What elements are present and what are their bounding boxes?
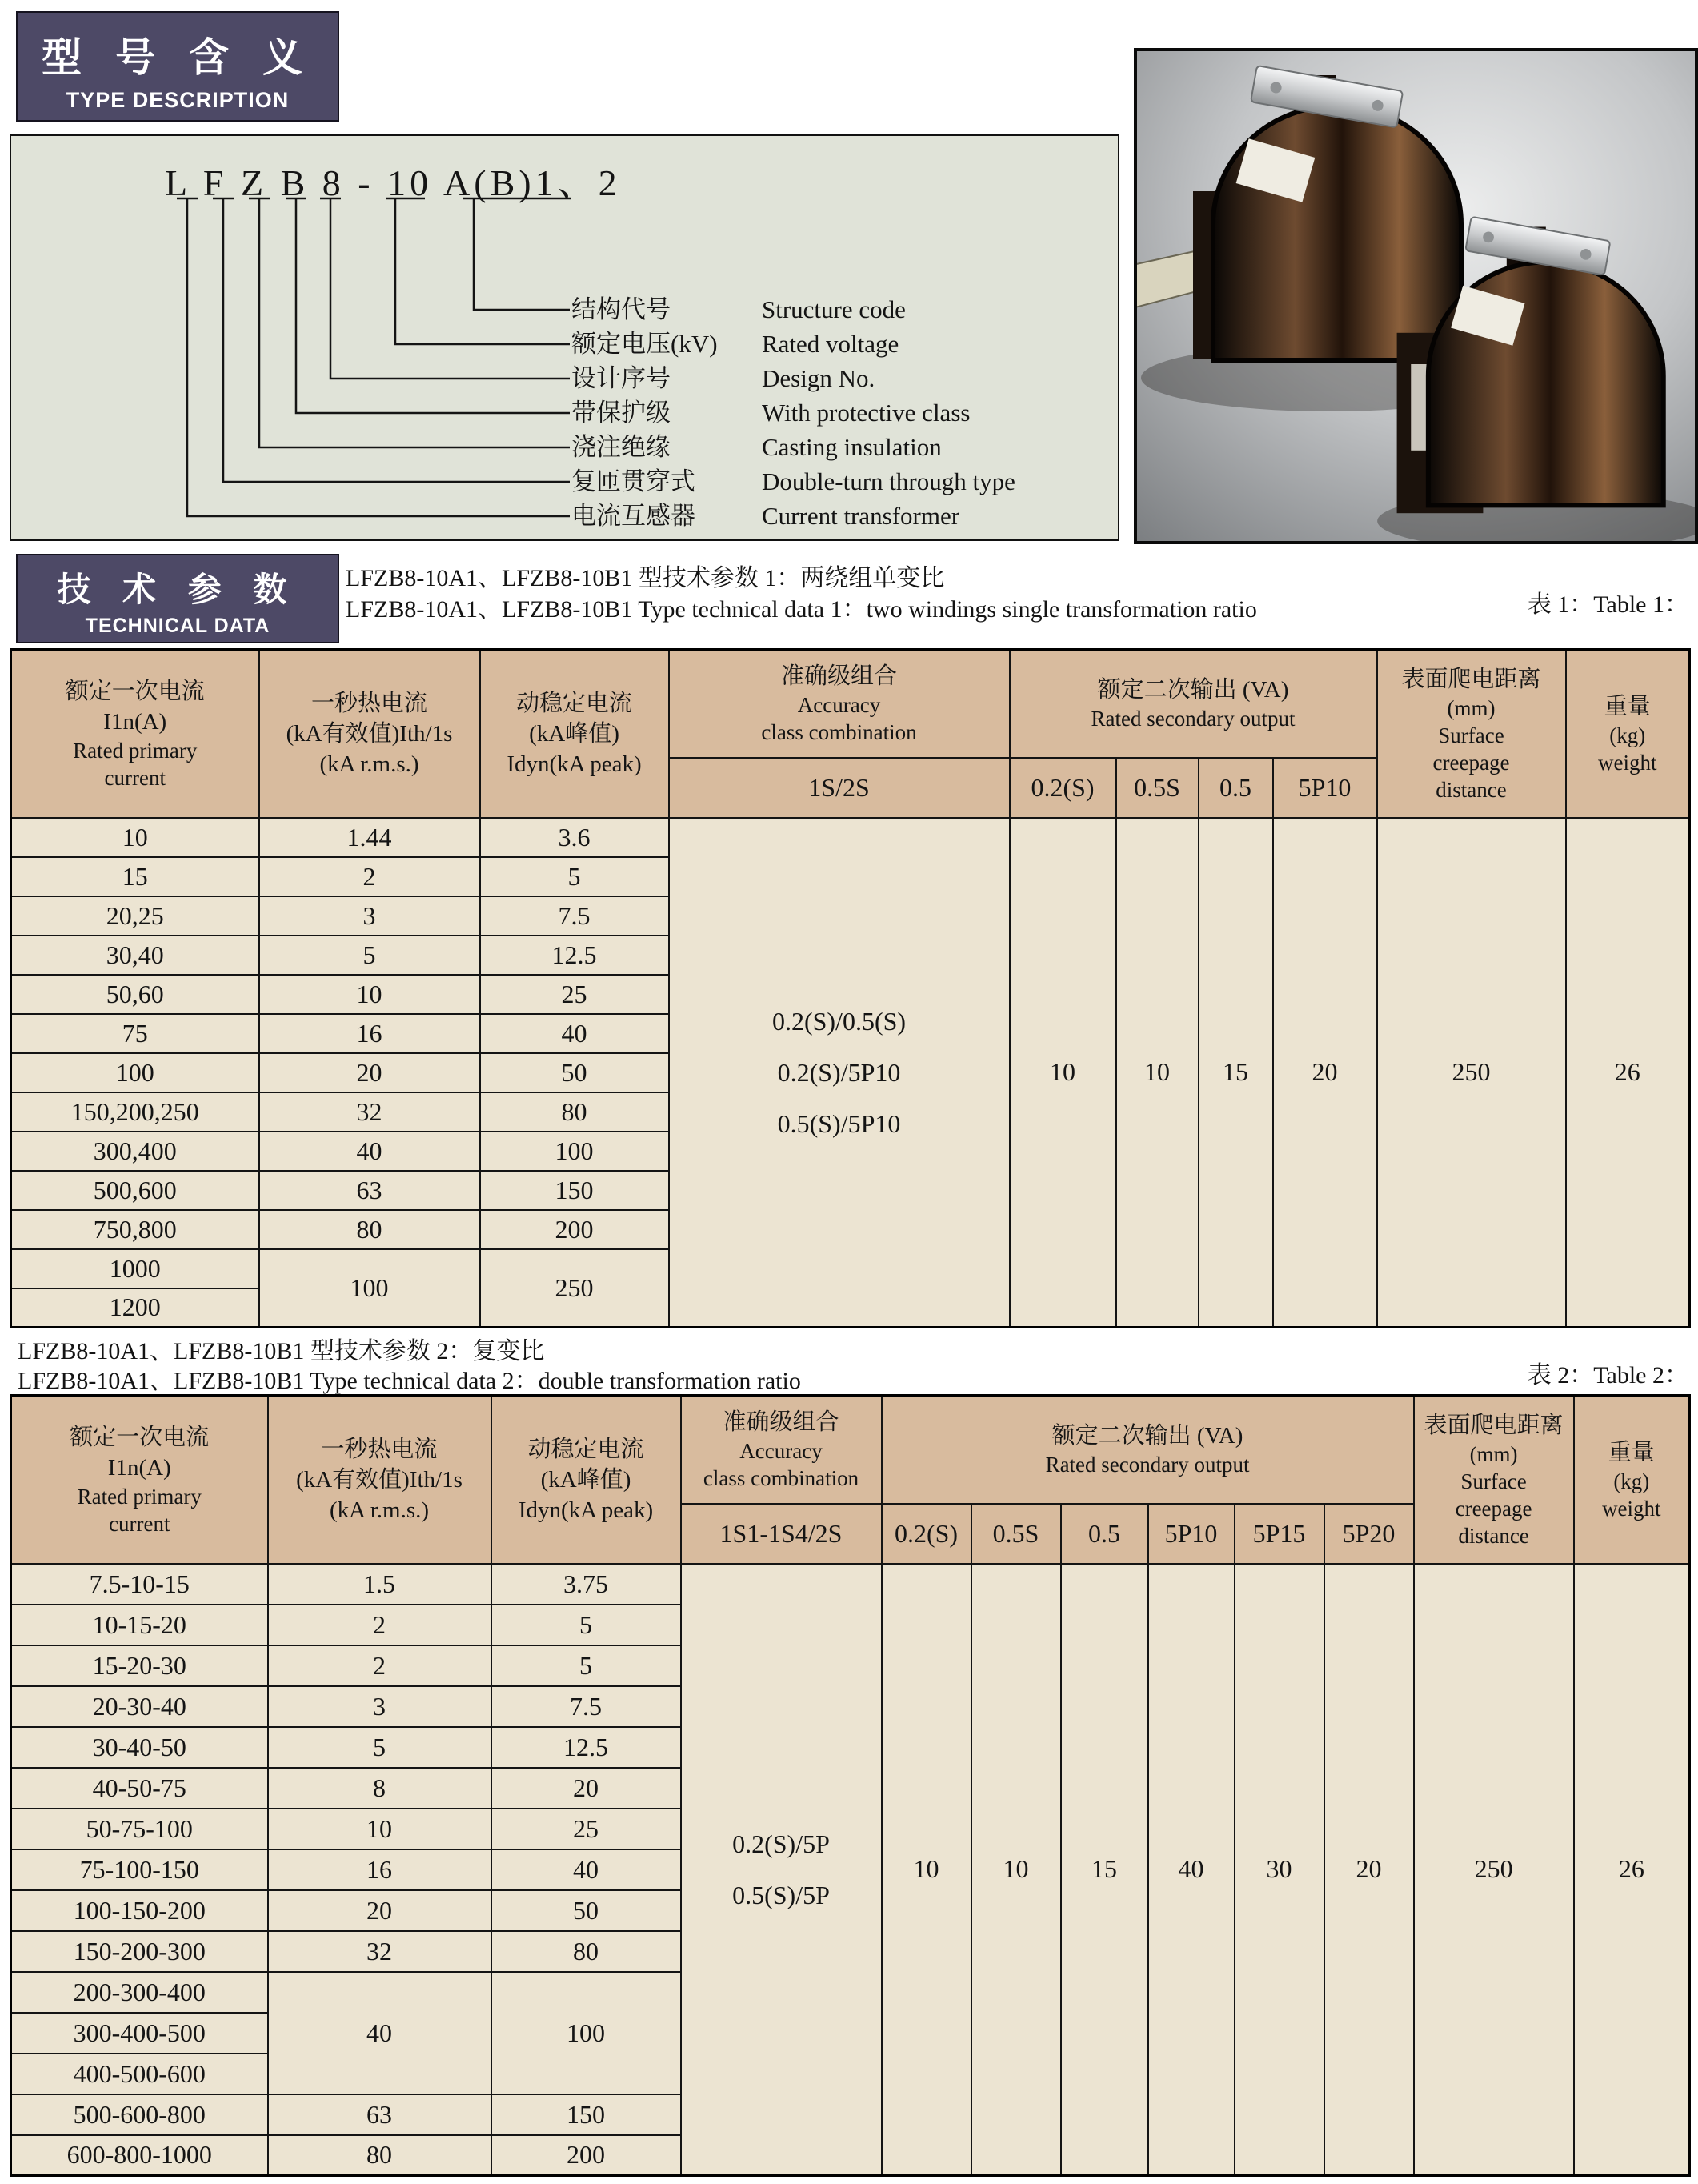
technical-data-badge <box>16 554 339 643</box>
table-row <box>11 818 1690 857</box>
transformer-illustration <box>1137 51 1695 541</box>
type-description-badge <box>16 11 339 122</box>
cell-thermal-current: 80 <box>259 1210 480 1249</box>
cell-dynamic-current: 40 <box>480 1014 669 1053</box>
cell-thermal-current: 1.5 <box>268 1564 491 1605</box>
cell-primary-current: 400-500-600 <box>11 2054 268 2094</box>
th-rated-secondary-output: 额定二次输出 (VA) Rated secondary output <box>882 1396 1414 1504</box>
cell-primary-current: 15 <box>11 857 259 896</box>
cell-primary-current: 1200 <box>11 1288 259 1328</box>
th-accuracy-sub: 1S1-1S4/2S <box>681 1504 882 1564</box>
cell-accuracy-combination <box>681 1564 882 2176</box>
cell-primary-current: 75-100-150 <box>11 1849 268 1890</box>
cell-dynamic-current: 20 <box>491 1768 681 1809</box>
product-photo <box>1134 48 1698 544</box>
cell-thermal-current: 80 <box>268 2135 491 2176</box>
cell-primary-current: 750,800 <box>11 1210 259 1249</box>
type-code: L F Z B 8 - 10 A(B)1、2 <box>165 162 621 203</box>
th-creepage-distance: 表面爬电距离 (mm) Surface creepage distance <box>1377 650 1566 818</box>
cell-primary-current: 1000 <box>11 1249 259 1288</box>
cell-thermal-current: 63 <box>259 1171 480 1210</box>
cell-primary-current: 100 <box>11 1053 259 1092</box>
cell-thermal-current: 32 <box>259 1092 480 1132</box>
cell-primary-current: 600-800-1000 <box>11 2135 268 2176</box>
cell-creepage-distance: 250 <box>1414 1564 1574 2176</box>
diagram-label-en: Double-turn through type <box>762 467 1015 495</box>
cell-dynamic-current: 7.5 <box>480 896 669 936</box>
table2-title-en: LFZB8-10A1、LFZB8-10B1 Type technical data 2：double transformation ratio <box>18 1368 801 1394</box>
cell-primary-current: 100-150-200 <box>11 1890 268 1931</box>
diagram-label-zh: 电流互感器 <box>571 502 695 530</box>
diagram-label-zh: 额定电压(kV) <box>571 330 718 358</box>
th-output-class: 0.5 <box>1061 1504 1148 1564</box>
cell-dynamic-current: 80 <box>480 1092 669 1132</box>
type-designation-diagram <box>10 134 1119 541</box>
th-output-class: 5P10 <box>1148 1504 1235 1564</box>
cell-dynamic-current: 25 <box>480 975 669 1014</box>
cell-thermal-current: 16 <box>259 1014 480 1053</box>
diagram-label-en: With protective class <box>762 399 971 427</box>
cell-output-va: 15 <box>1061 1564 1148 2176</box>
cell-dynamic-current: 200 <box>480 1210 669 1249</box>
accuracy-combination-line: 0.5(S)/5P <box>732 1880 830 1909</box>
diagram-label-en: Rated voltage <box>762 330 899 358</box>
cell-primary-current: 500,600 <box>11 1171 259 1210</box>
cell-output-va: 10 <box>1010 818 1116 1328</box>
cell-primary-current: 7.5-10-15 <box>11 1564 268 1605</box>
th-primary-current: 额定一次电流 I1n(A) Rated primary current <box>11 650 259 818</box>
cell-primary-current: 500-600-800 <box>11 2094 268 2135</box>
cell-dynamic-current: 3.6 <box>480 818 669 857</box>
cell-primary-current: 30-40-50 <box>11 1727 268 1768</box>
cell-thermal-current: 40 <box>268 1972 491 2094</box>
cell-dynamic-current: 50 <box>491 1890 681 1931</box>
diagram-label-zh: 复匝贯穿式 <box>571 467 695 495</box>
cell-primary-current: 20-30-40 <box>11 1686 268 1727</box>
th-rated-secondary-output: 额定二次输出 (VA) Rated secondary output <box>1010 650 1377 758</box>
cell-primary-current: 150,200,250 <box>11 1092 259 1132</box>
th-thermal-current: 一秒热电流 (kA有效值)Ith/1s (kA r.m.s.) <box>259 650 480 818</box>
cell-thermal-current: 2 <box>268 1645 491 1686</box>
table2 <box>10 1394 1691 2177</box>
cell-output-va: 40 <box>1148 1564 1235 2176</box>
th-output-class: 5P10 <box>1273 758 1377 818</box>
th-accuracy-combination: 准确级组合 Accuracy class combination <box>669 650 1010 758</box>
table1-title-zh: LFZB8-10A1、LFZB8-10B1 型技术参数 1：两绕组单变比 <box>346 565 945 591</box>
badge-title-zh: 技 术 参 数 <box>57 571 298 608</box>
cell-primary-current: 75 <box>11 1014 259 1053</box>
cell-primary-current: 50-75-100 <box>11 1809 268 1849</box>
th-thermal-current: 一秒热电流 (kA有效值)Ith/1s (kA r.m.s.) <box>268 1396 491 1564</box>
th-weight: 重量 (kg) weight <box>1566 650 1690 818</box>
cell-accuracy-combination <box>669 818 1010 1328</box>
cell-primary-current: 150-200-300 <box>11 1931 268 1972</box>
diagram-label-zh: 浇注绝缘 <box>571 433 671 461</box>
th-accuracy-sub: 1S/2S <box>669 758 1010 818</box>
cell-thermal-current: 32 <box>268 1931 491 1972</box>
cell-dynamic-current: 100 <box>480 1132 669 1171</box>
cell-thermal-current: 5 <box>268 1727 491 1768</box>
cell-dynamic-current: 12.5 <box>480 936 669 975</box>
th-dynamic-current: 动稳定电流 (kA峰值) Idyn(kA peak) <box>480 650 669 818</box>
diagram-label-en: Current transformer <box>762 502 960 530</box>
badge-title-en: TECHNICAL DATA <box>85 615 270 637</box>
cell-dynamic-current: 150 <box>480 1171 669 1210</box>
table-row <box>11 1564 1690 1605</box>
cell-thermal-current: 63 <box>268 2094 491 2135</box>
diagram-label-zh: 带保护级 <box>571 399 671 427</box>
th-output-class: 5P20 <box>1324 1504 1414 1564</box>
badge-title-en: TYPE DESCRIPTION <box>66 88 290 112</box>
badge-title-zh: 型 号 含 义 <box>42 35 314 80</box>
cell-primary-current: 50,60 <box>11 975 259 1014</box>
cell-output-va: 10 <box>882 1564 971 2176</box>
cell-primary-current: 10-15-20 <box>11 1605 268 1645</box>
cell-thermal-current: 20 <box>259 1053 480 1092</box>
cell-creepage-distance: 250 <box>1377 818 1566 1328</box>
th-primary-current: 额定一次电流 I1n(A) Rated primary current <box>11 1396 268 1564</box>
cell-dynamic-current: 150 <box>491 2094 681 2135</box>
cell-output-va: 10 <box>971 1564 1061 2176</box>
cell-dynamic-current: 40 <box>491 1849 681 1890</box>
th-weight: 重量 (kg) weight <box>1574 1396 1690 1564</box>
cell-thermal-current: 20 <box>268 1890 491 1931</box>
cell-thermal-current: 100 <box>259 1249 480 1328</box>
cell-weight: 26 <box>1566 818 1690 1328</box>
table1-title-en: LFZB8-10A1、LFZB8-10B1 Type technical data 1：two windings single transformation ratio <box>346 596 1257 623</box>
cell-output-va: 15 <box>1199 818 1273 1328</box>
th-output-class: 5P15 <box>1235 1504 1324 1564</box>
cell-dynamic-current: 80 <box>491 1931 681 1972</box>
th-output-class: 0.5S <box>971 1504 1061 1564</box>
cell-thermal-current: 40 <box>259 1132 480 1171</box>
cell-dynamic-current: 12.5 <box>491 1727 681 1768</box>
cell-dynamic-current: 3.75 <box>491 1564 681 1605</box>
cell-thermal-current: 2 <box>259 857 480 896</box>
cell-primary-current: 20,25 <box>11 896 259 936</box>
diagram-label-en: Design No. <box>762 364 875 392</box>
th-output-class: 0.2(S) <box>882 1504 971 1564</box>
cell-primary-current: 30,40 <box>11 936 259 975</box>
cell-dynamic-current: 5 <box>480 857 669 896</box>
cell-thermal-current: 10 <box>268 1809 491 1849</box>
cell-thermal-current: 16 <box>268 1849 491 1890</box>
cell-thermal-current: 5 <box>259 936 480 975</box>
cell-thermal-current: 8 <box>268 1768 491 1809</box>
accuracy-combination-line: 0.5(S)/5P10 <box>777 1108 901 1138</box>
diagram-label-zh: 结构代号 <box>571 295 671 323</box>
th-output-class: 0.2(S) <box>1010 758 1116 818</box>
th-creepage-distance: 表面爬电距离 (mm) Surface creepage distance <box>1414 1396 1574 1564</box>
accuracy-combination-line: 0.2(S)/0.5(S) <box>771 1006 907 1036</box>
cell-dynamic-current: 5 <box>491 1645 681 1686</box>
cell-primary-current: 200-300-400 <box>11 1972 268 2013</box>
cell-dynamic-current: 250 <box>480 1249 669 1328</box>
cell-primary-current: 15-20-30 <box>11 1645 268 1686</box>
cell-primary-current: 300,400 <box>11 1132 259 1171</box>
cell-thermal-current: 2 <box>268 1605 491 1645</box>
cell-dynamic-current: 200 <box>491 2135 681 2176</box>
cell-output-va: 20 <box>1324 1564 1414 2176</box>
accuracy-combination-line: 0.2(S)/5P <box>732 1829 830 1858</box>
accuracy-combination-line: 0.2(S)/5P10 <box>777 1057 901 1087</box>
cell-output-va: 30 <box>1235 1564 1324 2176</box>
th-output-class: 0.5 <box>1199 758 1273 818</box>
table1 <box>10 648 1691 1328</box>
cell-output-va: 20 <box>1273 818 1377 1328</box>
table2-title-zh: LFZB8-10A1、LFZB8-10B1 型技术参数 2：复变比 <box>18 1338 545 1364</box>
cell-primary-current: 300-400-500 <box>11 2013 268 2054</box>
diagram-label-en: Structure code <box>762 295 906 323</box>
th-output-class: 0.5S <box>1116 758 1199 818</box>
cell-dynamic-current: 7.5 <box>491 1686 681 1727</box>
th-accuracy-combination: 准确级组合 Accuracy class combination <box>681 1396 882 1504</box>
cell-dynamic-current: 5 <box>491 1605 681 1645</box>
cell-primary-current: 10 <box>11 818 259 857</box>
cell-thermal-current: 10 <box>259 975 480 1014</box>
table2-caption: 表 2：Table 2： <box>1527 1362 1688 1389</box>
cell-weight: 26 <box>1574 1564 1690 2176</box>
diagram-label-zh: 设计序号 <box>571 364 671 392</box>
cell-thermal-current: 3 <box>259 896 480 936</box>
cell-primary-current: 40-50-75 <box>11 1768 268 1809</box>
th-dynamic-current: 动稳定电流 (kA峰值) Idyn(kA peak) <box>491 1396 681 1564</box>
cell-thermal-current: 1.44 <box>259 818 480 857</box>
cell-dynamic-current: 50 <box>480 1053 669 1092</box>
cell-output-va: 10 <box>1116 818 1199 1328</box>
cell-dynamic-current: 25 <box>491 1809 681 1849</box>
table1-caption: 表 1：Table 1： <box>1527 591 1688 618</box>
cell-thermal-current: 3 <box>268 1686 491 1727</box>
diagram-label-en: Casting insulation <box>762 433 942 461</box>
cell-dynamic-current: 100 <box>491 1972 681 2094</box>
